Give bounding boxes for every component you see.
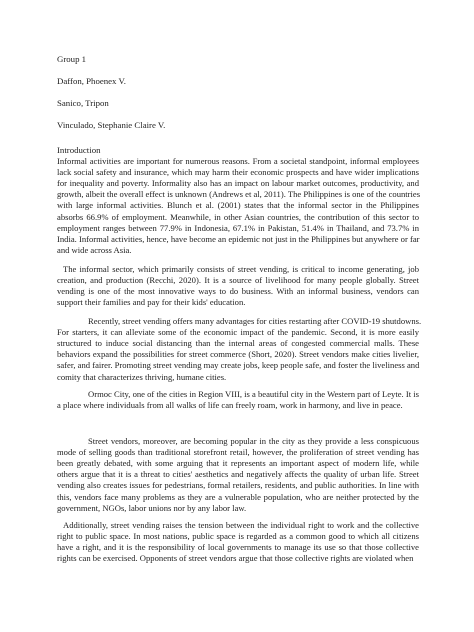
paragraph-line: vending also creates issues for pedestrians, formal retailers, residents, and public authorities. In line with bbox=[57, 480, 419, 490]
paragraph-line: The informal sector, which primarily consists of street vending, is critical to income generating, job bbox=[63, 264, 419, 274]
paragraph-line: with large informal activities. Blunch et al. (2001) states that the informal sector in the Philippines bbox=[57, 200, 419, 210]
paragraph-line: behaviors expand the possibilities for street commerce (Short, 2020). Street vendors make cities livelier, bbox=[57, 349, 419, 359]
paragraph-line: have a right, and it is the responsibility of local governments to manage its use so that those collective bbox=[57, 542, 419, 552]
paragraph-line: and wide across Asia. bbox=[57, 245, 132, 255]
paragraph-line: for inequality and poverty. Informality also has an impact on labour market outcomes, productivity, and bbox=[57, 178, 419, 188]
paragraph-line: creation, and production (Recchi, 2020). It is a source of livelihood for many people globally. Street bbox=[57, 275, 419, 285]
paragraph-line: a place where individuals from all walks of life can freely roam, work in harmony, and live in peace. bbox=[57, 400, 403, 410]
author-name: Vinculado, Stephanie Claire V. bbox=[57, 120, 166, 130]
paragraph-line: growth, albeit the overall effect is unknown (Andrews et al, 2011). The Philippines is one of the countries bbox=[57, 189, 421, 199]
paragraph-line: right to public space. In most nations, public space is regarded as a common good to which all citizens bbox=[57, 531, 419, 541]
paragraph-line: rights can be exercised. Opponents of street vendors argue that those collective rights are violated when bbox=[57, 553, 414, 563]
paragraph-line: Recently, street vending offers many advantages for cities restarting after COVID-19 shutdowns. bbox=[88, 316, 422, 326]
section-heading: Introduction bbox=[57, 145, 101, 155]
paragraph-line: lack social safety and insurance, which may harm their economic prospects and have wider implications bbox=[57, 167, 419, 177]
paragraph-line: government, NGOs, labor unions nor by any labor law. bbox=[57, 503, 247, 513]
paragraph-line: comity that characterizes thriving, humane cities. bbox=[57, 372, 227, 382]
paragraph-line: structured to induce social distancing than the internal areas of congested commercial malls. These bbox=[57, 338, 419, 348]
paragraph-line: safer, and fairer. Promoting street vending may create jobs, keep people safe, and foster the liveliness and bbox=[57, 360, 420, 370]
paragraph-line: For starters, it can alleviate some of the economic impact of the pandemic. Second, it is more easily bbox=[57, 327, 419, 337]
paragraph-line: been greatly debated, with some arguing that it represents an important aspect of modern life, while bbox=[57, 458, 419, 468]
paragraph-line: Street vendors, moreover, are becoming popular in the city as they provide a less conspicuous bbox=[88, 436, 419, 446]
paragraph-line: mode of selling goods than traditional storefront retail, however, the proliferation of street vending has bbox=[57, 447, 419, 457]
author-name: Daffon, Phoenex V. bbox=[57, 76, 126, 86]
paragraph-line: others argue that it is a threat to cities' aesthetics and negatively affects the quality of urban life. Street bbox=[57, 469, 419, 479]
author-name: Sanico, Tripon bbox=[57, 98, 109, 108]
paragraph-line: this, vendors face many problems as they are a vulnerable population, who are neither protected by the bbox=[57, 492, 419, 502]
paragraph-line: Informal activities are important for numerous reasons. From a societal standpoint, informal employees bbox=[57, 156, 419, 166]
paragraph-line: support their families and pay for their kids' education. bbox=[57, 297, 246, 307]
paragraph-line: Additionally, street vending raises the tension between the individual right to work and the collective bbox=[63, 520, 419, 530]
group-label: Group 1 bbox=[57, 54, 87, 64]
paragraph-line: vending is one of the most innovative ways to do business. With an informal business, vendors can bbox=[57, 286, 419, 296]
paragraph-line: India. Informal activities, hence, have become an epidemic not just in the Philippines but anywhere or far bbox=[57, 234, 420, 244]
paragraph-line: employment ranges between 77.9% in Indonesia, 67.1% in Pakistan, 51.4% in Thailand, and 73.7% in bbox=[57, 223, 419, 233]
paragraph-line: absorbs 66.9% of employment. Meanwhile, in other Asian countries, the contribution of this sector to bbox=[57, 212, 419, 222]
paragraph-line: Ormoc City, one of the cities in Region VIII, is a beautiful city in the Western part of Leyte. It is bbox=[88, 389, 419, 399]
